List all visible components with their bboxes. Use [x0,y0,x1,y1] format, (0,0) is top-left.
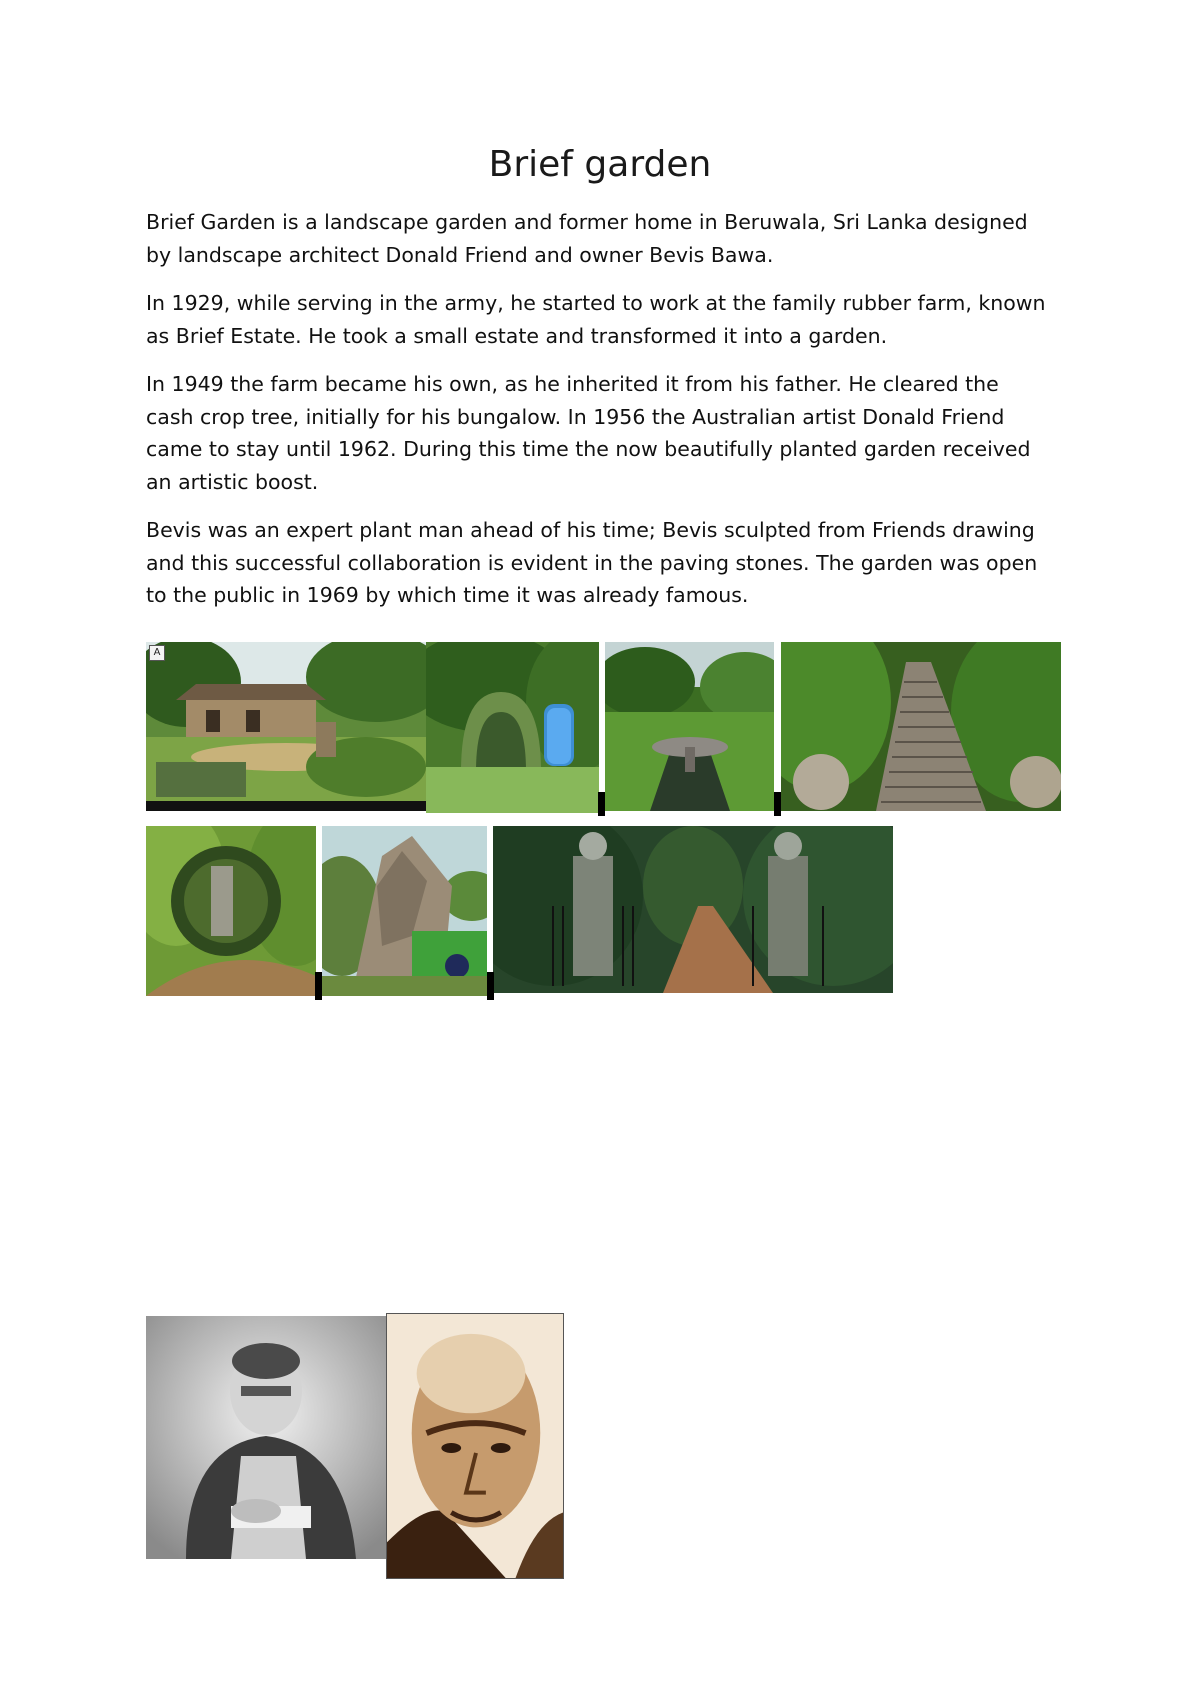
logo-mark: A [149,645,165,661]
photo-separator [774,792,781,816]
photo-separator [598,792,605,816]
photo-separator [487,972,494,1000]
paragraph-bevis: Bevis was an expert plant man ahead of his time; Bevis sculpted from Friends drawing and this successful collaboration is evident in the paving stones. The garden was open to the public in 1969 by which time it was already famous. [146,518,1038,607]
paragraph-1929: In 1929, while serving in the army, he started to work at the family rubber farm, known as Brief Estate. He took a small estate and transformed it into a garden. [146,291,1046,348]
blue-door-photo [426,642,599,813]
page-title: Brief garden [488,144,712,185]
photo-caption-strip [146,801,426,811]
paragraph-1949: In 1949 the farm became his own, as he inherited it from his father. He cleared the cash crop tree, initially for his bungalow. In 1956 the Australian artist Donald Friend came to stay until 1962. During this time the now beautifully planted garden received an artistic boost. [146,372,1031,494]
paragraph-intro: Brief Garden is a landscape garden and former home in Beruwala, Sri Lanka designed by landscape architect Donald Friend and owner Bevis Bawa. [146,210,1028,267]
stone-stairs-photo [781,642,1061,811]
house-and-pond-photo [146,642,426,811]
statue-gateway-photo [493,826,893,993]
photo-separator [315,972,322,1000]
moon-gate-photo [146,826,316,996]
bevis-bawa-portrait [146,1316,388,1559]
fountain-photo [605,642,774,811]
stone-sculpture-photo [322,826,487,996]
donald-friend-portrait [386,1313,564,1579]
body-text [146,206,1046,628]
